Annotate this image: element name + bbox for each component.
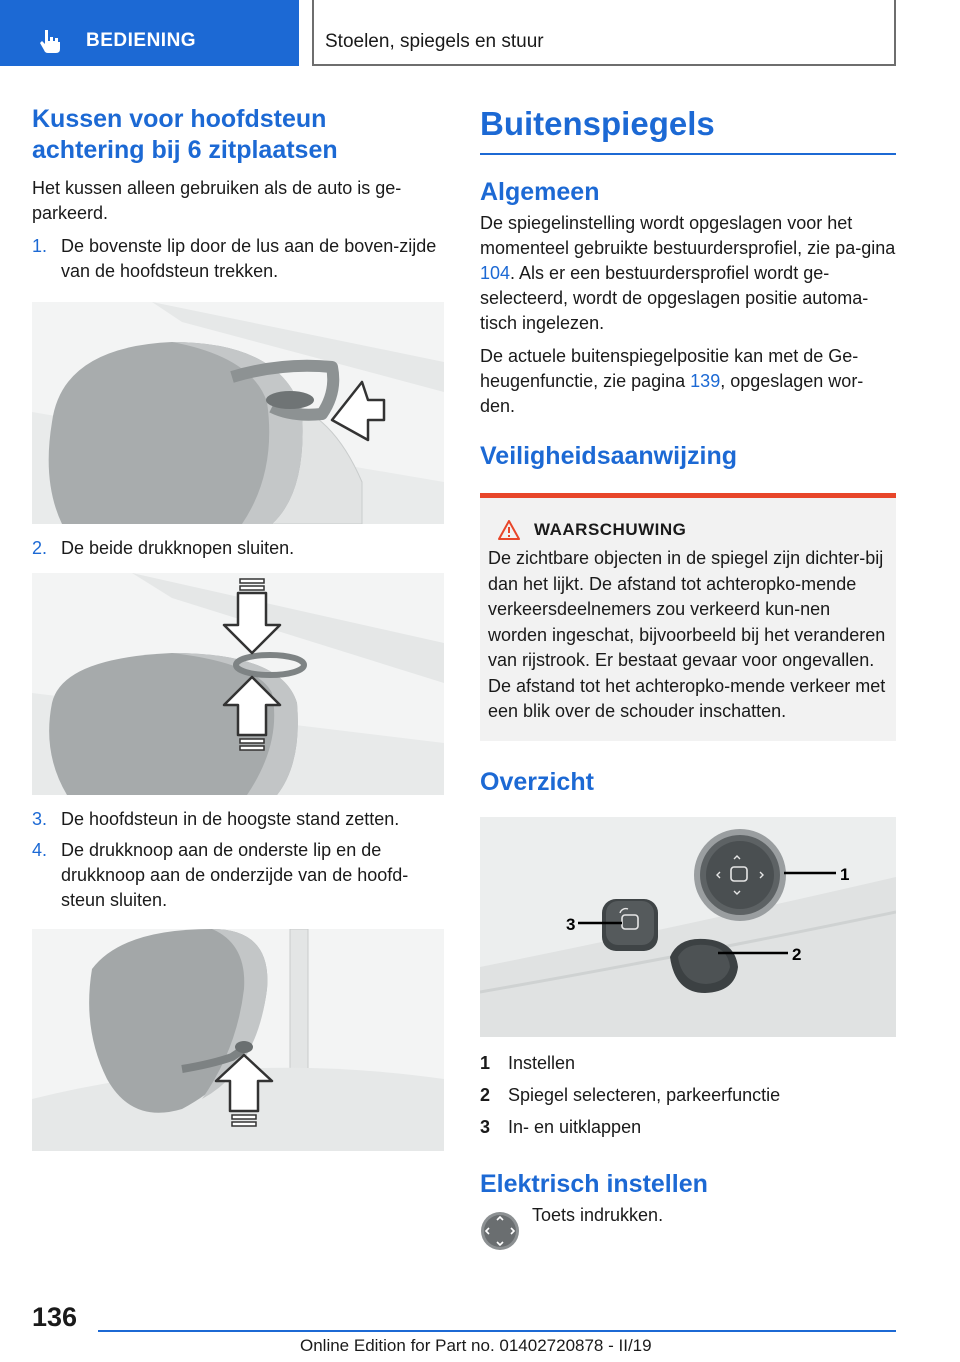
section-title-headrest-cushion: Kussen voor hoofdsteun achtering bij 6 zitplaatsen bbox=[32, 105, 338, 164]
step-text: De drukknoop aan de onderste lip en de drukknoop aan de onderzijde van de hoofd-steun sluiten. bbox=[61, 840, 409, 910]
electric-adjust-row bbox=[480, 1203, 896, 1251]
intro-text: Het kussen alleen gebruiken als de auto is ge-parkeerd. bbox=[32, 178, 402, 223]
header-chapter-title: Stoelen, spiegels en stuur bbox=[325, 31, 544, 52]
warning-header bbox=[498, 520, 888, 540]
page-title: Buitenspiegels bbox=[480, 104, 896, 155]
steps-list-2 bbox=[32, 536, 444, 561]
warning-text: De zichtbare objecten in de spiegel zijn dichter-bij dan het lijkt. De afstand tot achteropko-mende verkeersdeelnemers zou verkeerd kun-nen worden ingeschat, bijvoorbeeld bij het veranderen van rijstrook. Er bestaat gevaar voor ongevallen. De afstand tot het achteropko-mende verkeer met een blik over de schouder inschatten. bbox=[488, 548, 886, 721]
heading-general: Algemeen bbox=[480, 178, 600, 206]
callout-1: 1 bbox=[840, 864, 850, 884]
heading-overview: Overzicht bbox=[480, 767, 594, 796]
legend-number: 3 bbox=[480, 1116, 491, 1137]
text-run: , opgeslagen wor-den. bbox=[480, 371, 864, 416]
step-4 bbox=[32, 838, 444, 913]
general-paragraph-2 bbox=[480, 344, 896, 419]
step-number: 4. bbox=[32, 840, 48, 860]
electric-adjust-text: Toets indrukken. bbox=[532, 1204, 664, 1225]
footer-edition: Online Edition for Part no. 01402720878 - II/19 bbox=[300, 1336, 652, 1355]
step-2 bbox=[32, 536, 444, 561]
step-text: De beide drukknopen sluiten. bbox=[61, 538, 295, 558]
steps-list-3 bbox=[32, 807, 444, 913]
legend-text: Instellen bbox=[508, 1052, 576, 1073]
right-column bbox=[480, 104, 896, 1251]
page-link-139[interactable]: 139 bbox=[690, 371, 721, 391]
figure-bottom-button bbox=[32, 929, 444, 1151]
headrest-loop-illustration bbox=[32, 302, 444, 524]
overview-legend bbox=[480, 1047, 896, 1143]
bottom-button-illustration bbox=[32, 929, 444, 1151]
general-paragraph-1 bbox=[480, 211, 896, 336]
legend-number: 1 bbox=[480, 1052, 491, 1073]
warning-box bbox=[480, 493, 896, 741]
text-run: De actuele buitenspiegelpositie kan met de Ge-heugenfunctie, zie pagina bbox=[480, 346, 859, 391]
step-number: 1. bbox=[32, 236, 48, 256]
heading-safety: Veiligheidsaanwijzing bbox=[480, 442, 738, 470]
legend-text: In- en uitklappen bbox=[508, 1116, 642, 1137]
text-run: . Als er een bestuurdersprofiel wordt ge-selecteerd, wordt de opgeslagen positie automa-tisch ingelezen. bbox=[480, 263, 869, 333]
callout-3: 3 bbox=[566, 914, 576, 934]
mirror-controls-illustration bbox=[480, 817, 896, 1037]
legend-item-1 bbox=[480, 1047, 896, 1079]
figure-press-buttons bbox=[32, 573, 444, 795]
page-link-104[interactable]: 104 bbox=[480, 263, 511, 283]
legend-item-2 bbox=[480, 1079, 896, 1111]
step-number: 2. bbox=[32, 538, 48, 558]
legend-item-3 bbox=[480, 1111, 896, 1143]
step-text: De bovenste lip door de lus aan de boven-zijde van de hoofdsteun trekken. bbox=[61, 236, 437, 281]
heading-electric-adjust: Elektrisch instellen bbox=[480, 1169, 708, 1198]
step-text: De hoofdsteun in de hoogste stand zetten. bbox=[61, 809, 400, 829]
legend-number: 2 bbox=[480, 1084, 491, 1105]
header-section-tab[interactable] bbox=[0, 0, 299, 66]
warning-triangle-icon bbox=[498, 520, 520, 540]
footer-divider bbox=[98, 1330, 896, 1332]
hand-pointer-icon bbox=[36, 26, 66, 56]
text-run: De spiegelinstelling wordt opgeslagen voor het momenteel gebruikte bestuurdersprofiel, zie pa-gina bbox=[480, 213, 896, 258]
press-buttons-illustration bbox=[32, 573, 444, 795]
header-section-label: BEDIENING bbox=[86, 30, 197, 51]
mirror-adjust-button-icon bbox=[480, 1211, 520, 1251]
page-number: 136 bbox=[32, 1302, 78, 1332]
left-column bbox=[32, 104, 444, 1151]
step-number: 3. bbox=[32, 809, 48, 829]
warning-label: WAARSCHUWING bbox=[534, 520, 687, 539]
step-1 bbox=[32, 234, 444, 284]
figure-headrest-loop bbox=[32, 302, 444, 524]
legend-text: Spiegel selecteren, parkeerfunctie bbox=[508, 1084, 781, 1105]
steps-list bbox=[32, 234, 444, 284]
step-3 bbox=[32, 807, 444, 832]
callout-2: 2 bbox=[792, 944, 802, 964]
figure-mirror-controls bbox=[480, 817, 896, 1037]
